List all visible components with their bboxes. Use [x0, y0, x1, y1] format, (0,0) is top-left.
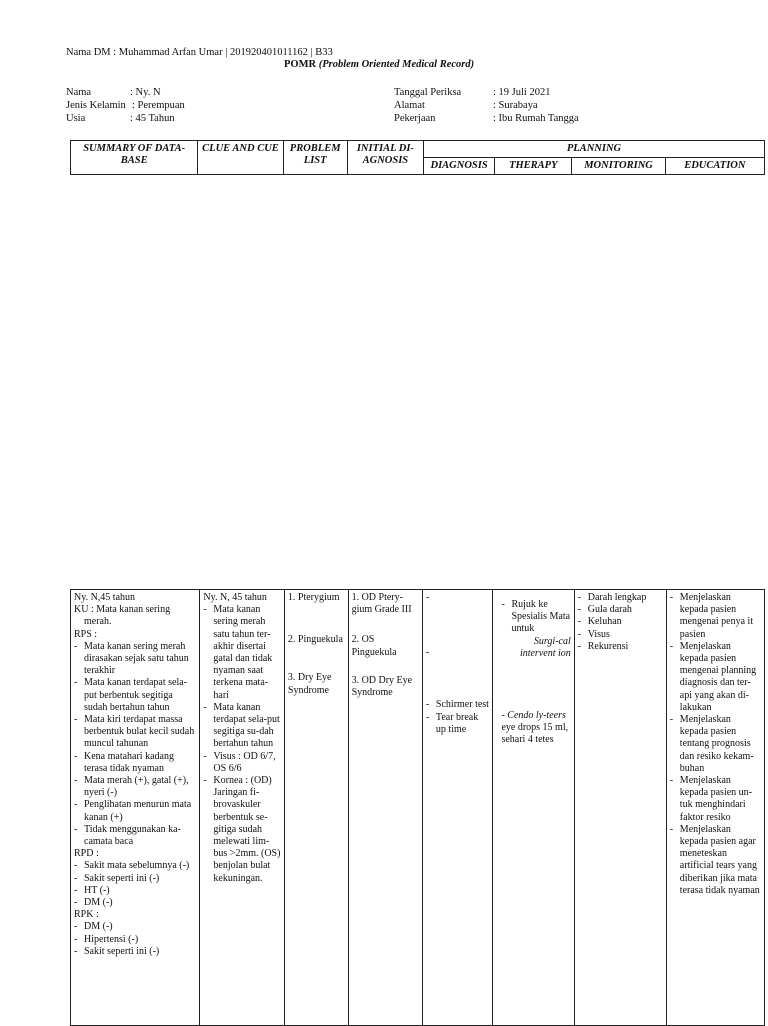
summary-ku: KU : Mata kanan sering	[74, 604, 171, 616]
label-tanggal: Tanggal Periksa	[394, 87, 462, 98]
list-item: - Keluhan	[578, 616, 663, 628]
list-item: - DM (-)	[74, 921, 196, 933]
label-nama: Nama	[66, 87, 92, 98]
dm-info: Nama DM : Muhammad Arfan Umar | 201920401011162 | B33	[66, 47, 333, 58]
col-summary: SUMMARY OF DATA-BASE	[71, 141, 198, 175]
label-jenis-kelamin: Jenis Kelamin	[66, 100, 126, 111]
value-nama: : Ny. N	[130, 87, 161, 98]
list-item: - Mata kanan sering merah dirasakan sejak satu tahun terakhir	[74, 641, 196, 678]
monitoring-cell	[574, 590, 666, 1026]
problem-cell	[284, 590, 348, 1026]
monitoring-list	[578, 592, 663, 653]
list-item: - Sakit seperti ini (-)	[74, 873, 196, 885]
page-title	[284, 59, 474, 70]
diagnosis-cell	[422, 590, 493, 1026]
list-item: - Mata kanan terdapat sela-put berbentuk segitiga sudah bertahun tahun	[74, 677, 196, 714]
list-item: - Gula darah	[578, 604, 663, 616]
problem-2: 2. Pinguekula	[287, 634, 343, 646]
rps-list	[74, 641, 196, 848]
clue-patient: Ny. N, 45 tahun	[203, 592, 267, 603]
initial-dx-1: 1. OD Ptery-gium Grade III	[351, 592, 412, 616]
therapy-cendo-dose: eye drops 15 ml, sehari 4 tetes	[501, 722, 569, 746]
rpd-list	[74, 860, 196, 909]
label-usia: Usia	[66, 113, 86, 124]
list-item: - Hipertensi (-)	[74, 934, 196, 946]
therapy-surgical: Surgi-cal intervent ion	[519, 635, 571, 659]
list-item: - Mata merah (+), gatal (+), nyeri (-)	[74, 775, 196, 799]
col-monitoring: MONITORING	[572, 158, 665, 175]
value-tanggal: : 19 Juli 2021	[493, 87, 551, 98]
list-item: - Kornea : (OD) Jaringan fi-brovaskuler berbentuk se-gitiga sudah melewati lim-bus >2mm. (OS) benjolan bulat kekuningan.	[203, 775, 280, 885]
list-item: - Penglihatan menurun mata kanan (+)	[74, 799, 196, 823]
label-alamat: Alamat	[394, 100, 425, 111]
list-item: - HT (-)	[74, 885, 196, 897]
list-item: - Menjelaskan kepada pasien mengenai penya it pasien	[670, 592, 761, 641]
diagnosis-1: -	[425, 592, 430, 603]
list-item: - Sakit mata sebelumnya (-)	[74, 860, 196, 872]
col-diagnosis: DIAGNOSIS	[423, 158, 494, 175]
col-problem: PROBLEM LIST	[283, 141, 347, 175]
therapy-cendo-name: - Cendo ly-teers	[501, 710, 566, 722]
diagnosis-3-list	[426, 699, 490, 736]
col-initial: INITIAL DI-AGNOSIS	[347, 141, 423, 175]
col-planning: PLANNING	[423, 141, 764, 158]
list-item: - Mata kanan sering merah satu tahun ter-akhir disertai gatal dan tidak nyaman saat terkena mata-hari	[203, 604, 280, 702]
col-clue: CLUE AND CUE	[198, 141, 283, 175]
summary-rpd-label: RPD :	[74, 848, 99, 860]
value-pekerjaan: : Ibu Rumah Tangga	[493, 113, 579, 124]
therapy-referral: - Rujuk ke Spesialis Mata untuk	[501, 599, 570, 636]
therapy-cendo	[501, 710, 570, 747]
list-item: - Tear break up time	[426, 712, 490, 736]
list-item: - Mata kanan terdapat sela-put segitiga su-dah bertahun tahun	[203, 702, 280, 751]
summary-rpk-label: RPK :	[74, 909, 99, 921]
value-jenis-kelamin: : Perempuan	[132, 100, 185, 111]
education-cell	[666, 590, 764, 1026]
list-item: - Darah lengkap	[578, 592, 663, 604]
col-therapy: THERAPY	[495, 158, 572, 175]
value-usia: : 45 Tahun	[130, 113, 175, 124]
summary-cell	[71, 590, 200, 1026]
list-item: - Rekurensi	[578, 641, 663, 653]
list-item: - Tidak menggunakan ka-camata baca	[74, 824, 196, 848]
list-item: - Menjelaskan kepada pasien mengenai planning diagnosis dan ter-api yang akan di-lakukan	[670, 641, 761, 714]
col-education: EDUCATION	[665, 158, 764, 175]
initial-dx-cell	[348, 590, 422, 1026]
list-item: - Visus : OD 6/7, OS 6/6	[203, 751, 280, 775]
list-item: - Visus	[578, 629, 663, 641]
therapy-cell	[493, 590, 574, 1026]
diagnosis-2: -	[425, 647, 430, 659]
summary-rps-label: RPS :	[74, 628, 98, 640]
value-alamat: : Surabaya	[493, 100, 538, 111]
summary-patient: Ny. N,45 tahun	[74, 592, 136, 603]
list-item: - Menjelaskan kepada pasien tentang prognosis dan resiko kekam-buhan	[670, 714, 761, 775]
clue-cell	[200, 590, 284, 1026]
pomr-header-table	[70, 140, 765, 175]
initial-dx-2: 2. OS Pinguekula	[351, 634, 397, 658]
list-item: - DM (-)	[74, 897, 196, 909]
label-pekerjaan: Pekerjaan	[394, 113, 436, 124]
clue-list	[203, 604, 280, 885]
summary-ku-cont: merah.	[84, 616, 112, 628]
therapy-list	[501, 599, 570, 636]
problem-1: 1. Pterygium	[287, 592, 340, 603]
education-list	[670, 592, 761, 897]
list-item: - Kena matahari kadang terasa tidak nyaman	[74, 751, 196, 775]
pomr-body-table	[70, 589, 765, 1026]
list-item: - Sakit seperti ini (-)	[74, 946, 196, 958]
rpk-list	[74, 921, 196, 958]
initial-dx-3: 3. OD Dry Eye Syndrome	[351, 674, 413, 699]
problem-3: 3. Dry Eye Syndrome	[287, 672, 332, 696]
list-item: - Menjelaskan kepada pasien agar meneteskan artificial tears yang diberikan jika mata terasa tidak nyaman	[670, 824, 761, 897]
list-item: - Menjelaskan kepada pasien un-tuk menghindari faktor resiko	[670, 775, 761, 824]
title-main: POMR	[284, 59, 317, 70]
list-item: - Mata kiri terdapat massa berbentuk bulat kecil sudah muncul tahunan	[74, 714, 196, 751]
list-item: - Schirmer test	[426, 699, 490, 711]
title-subtitle: (Problem Oriented Medical Record)	[318, 59, 475, 70]
